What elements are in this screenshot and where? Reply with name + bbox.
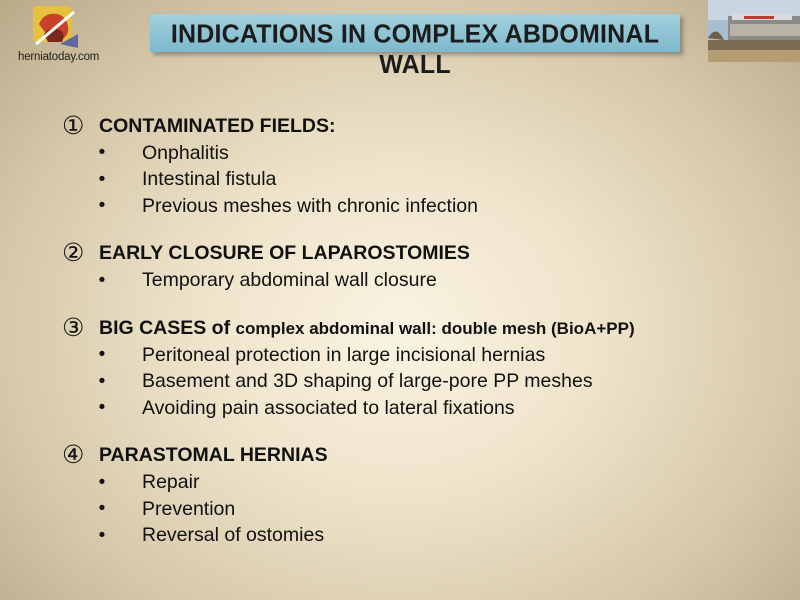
section-heading bbox=[62, 314, 792, 342]
list-item bbox=[62, 369, 792, 396]
circled-number-1: ① bbox=[62, 111, 85, 140]
section-heading bbox=[62, 112, 792, 140]
section-title bbox=[99, 242, 470, 265]
list-item-text: Reversal of ostomies bbox=[142, 524, 325, 547]
list-item bbox=[62, 193, 792, 220]
herniatoday-logo bbox=[18, 4, 110, 68]
section-heading bbox=[62, 240, 792, 268]
hospital-photo bbox=[708, 0, 800, 62]
bullet-list bbox=[62, 470, 792, 550]
bullet-dot: • bbox=[98, 142, 106, 164]
section-title-text: PARASTOMAL HERNIAS bbox=[99, 444, 328, 466]
slide-content bbox=[62, 112, 792, 569]
list-item bbox=[62, 268, 792, 295]
logo-text: herniatoday.com bbox=[18, 51, 100, 63]
bullet-list bbox=[62, 268, 792, 295]
list-item bbox=[62, 496, 792, 523]
bullet-dot: • bbox=[98, 344, 106, 366]
section-parastomal-hernias bbox=[62, 442, 792, 550]
section-title-text: BIG CASES of bbox=[99, 316, 236, 339]
list-item-text: Intestinal fistula bbox=[142, 168, 277, 191]
list-item bbox=[62, 395, 792, 422]
list-item bbox=[62, 523, 792, 550]
section-title-text: EARLY CLOSURE OF LAPAROSTOMIES bbox=[99, 242, 470, 264]
bullet-dot: • bbox=[98, 269, 106, 291]
title-banner bbox=[150, 14, 680, 80]
list-item bbox=[62, 342, 792, 369]
list-item-text: Basement and 3D shaping of large-pore PP meshes bbox=[142, 370, 593, 393]
list-item bbox=[62, 167, 792, 194]
bullet-dot: • bbox=[98, 195, 106, 217]
bullet-list bbox=[62, 140, 792, 220]
circled-number-3: ③ bbox=[62, 313, 85, 342]
bullet-list bbox=[62, 342, 792, 422]
list-item-text: Prevention bbox=[142, 497, 236, 520]
bullet-dot: • bbox=[98, 524, 106, 546]
list-item bbox=[62, 140, 792, 167]
section-title bbox=[99, 115, 336, 138]
slide-title: INDICATIONS IN COMPLEX ABDOMINAL WALL bbox=[170, 19, 660, 80]
hospital-building-image bbox=[708, 0, 800, 62]
section-title-text: CONTAMINATED FIELDS: bbox=[99, 114, 336, 137]
circled-number-2: ② bbox=[62, 239, 85, 267]
section-title bbox=[99, 317, 635, 340]
bullet-dot: • bbox=[98, 370, 106, 392]
bullet-dot: • bbox=[98, 168, 106, 190]
section-heading bbox=[62, 442, 792, 470]
logo-mark-icon bbox=[30, 4, 80, 50]
circled-number-4: ④ bbox=[62, 441, 85, 469]
section-title-subtext: complex abdominal wall: double mesh (BioA+PP) bbox=[235, 318, 635, 338]
list-item-text: Repair bbox=[142, 471, 200, 494]
bullet-dot: • bbox=[98, 471, 106, 493]
list-item-text: Avoiding pain associated to lateral fixations bbox=[142, 396, 515, 419]
section-title bbox=[99, 444, 328, 467]
section-early-closure bbox=[62, 240, 792, 295]
bullet-dot: • bbox=[98, 397, 106, 419]
list-item-text: Previous meshes with chronic infection bbox=[142, 194, 478, 217]
list-item-text: Peritoneal protection in large incisional hernias bbox=[142, 343, 546, 366]
bullet-dot: • bbox=[98, 498, 106, 520]
list-item bbox=[62, 470, 792, 497]
section-big-cases bbox=[62, 314, 792, 422]
list-item-text: Temporary abdominal wall closure bbox=[142, 269, 437, 292]
list-item-text: Onphalitis bbox=[142, 141, 229, 164]
section-contaminated-fields bbox=[62, 112, 792, 220]
